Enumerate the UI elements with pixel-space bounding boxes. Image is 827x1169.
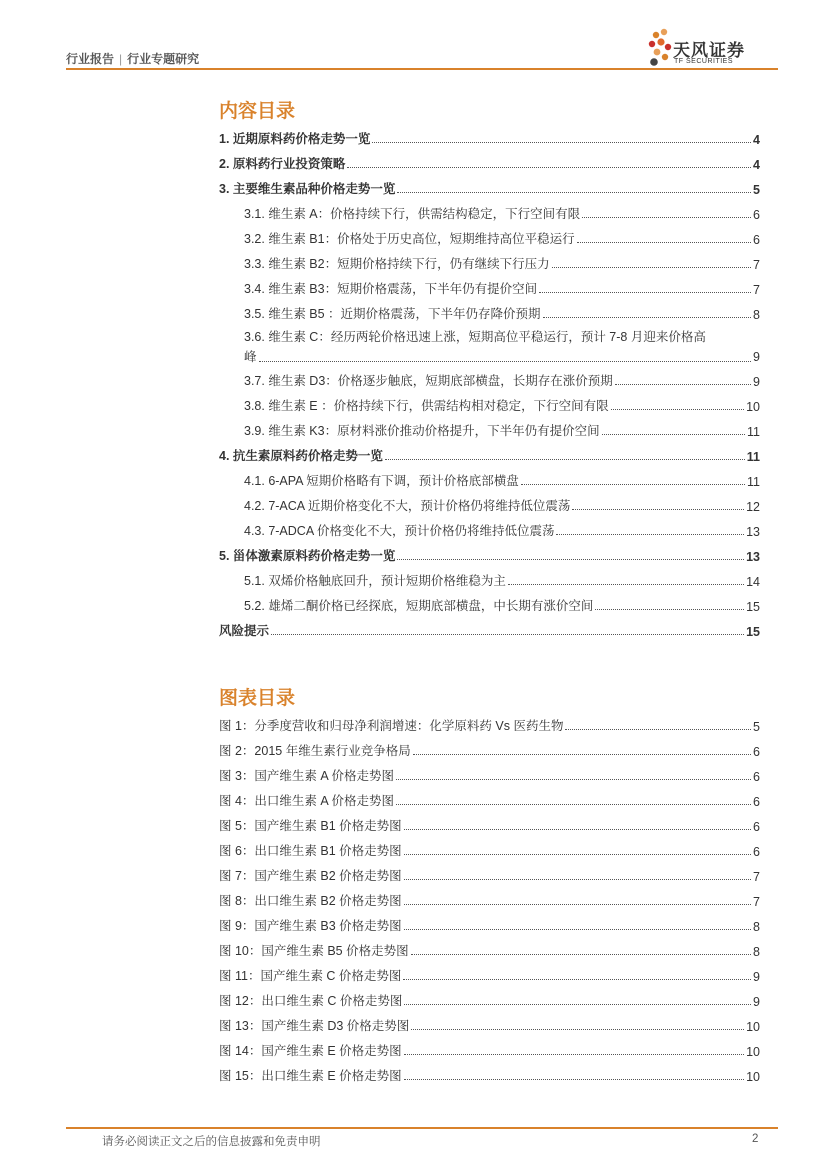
figure-entry[interactable] [219,764,760,784]
dot-leader [372,142,751,143]
figure-entry-text: 图 7：国产维生素 B2 价格走势图 [219,869,402,883]
figure-entry-text: 图 2：2015 年维生素行业竞争格局 [219,744,411,758]
figure-entry[interactable] [219,914,760,934]
toc-subentry[interactable] [244,202,760,222]
toc-title: 内容目录 [219,101,296,122]
figure-entry-page: 7 [753,870,760,884]
figure-entry-text: 图 1：分季度营收和归母净利润增速：化学原料药 Vs 医药生物 [219,719,564,733]
figure-entry[interactable] [219,1014,760,1034]
toc-subentry[interactable] [244,302,760,322]
dot-leader [556,534,744,535]
figure-entry-text: 图 10：国产维生素 B5 价格走势图 [219,944,409,958]
figure-entry-page: 6 [753,820,760,834]
figure-entry-text: 图 15：出口维生素 E 价格走势图 [219,1069,402,1083]
dot-leader [411,1029,744,1030]
toc-subentry[interactable] [244,277,760,297]
figure-entry-page: 9 [753,970,760,984]
toc-subentry[interactable] [244,494,760,514]
figure-entry-page: 5 [753,720,760,734]
toc-entry[interactable] [219,177,760,197]
dot-leader [543,317,751,318]
dot-leader [611,409,744,410]
dot-leader [508,584,744,585]
toc-subentry[interactable] [244,569,760,589]
toc-entry-text: 3.4. 维生素 B3：短期价格震荡，下半年仍有提价空间 [244,282,538,296]
dot-leader [397,559,744,560]
figure-entry-page: 9 [753,995,760,1009]
toc-entry-page: 6 [753,208,760,222]
dot-leader [404,829,751,830]
toc-entry-text: 3.8. 维生素 E ：价格持续下行，供需结构相对稳定，下行空间有限 [244,399,609,413]
figure-entry-page: 10 [746,1045,760,1059]
figure-entry-page: 10 [746,1020,760,1034]
figure-entry-text: 图 3：国产维生素 A 价格走势图 [219,769,395,783]
toc-entry-text: 3. 主要维生素品种价格走势一览 [219,182,396,196]
footer-disclaimer: 请务必阅读正文之后的信息披露和免责申明 [102,1136,321,1148]
toc-entry-text: 3.9. 维生素 K3：原材料涨价推动价格提升，下半年仍有提价空间 [244,424,600,438]
toc-subentry[interactable] [244,369,760,389]
toc-entry-text: 5.2. 雄烯二酮价格已经探底，短期底部横盘，中长期有涨价空间 [244,599,594,613]
dot-leader [347,167,751,168]
toc-entry-text: 3.6. 维生素 C：经历两轮价格迅速上涨，短期高位平稳运行，预计 7-8 月迎来价格高 [244,330,706,344]
toc-entry[interactable] [219,619,760,639]
toc-entry-continuation [244,347,760,367]
dot-leader [411,954,751,955]
toc-entry-page: 8 [753,308,760,322]
toc-subentry[interactable] [244,252,760,272]
dot-leader [404,929,751,930]
toc-subentry[interactable] [244,519,760,539]
toc-entry-page: 9 [753,375,760,389]
figure-entry[interactable] [219,964,760,984]
figure-entry-text: 图 6：出口维生素 B1 价格走势图 [219,844,402,858]
toc-subentry[interactable] [244,327,760,367]
figure-entry-page: 8 [753,945,760,959]
toc-subentry[interactable] [244,227,760,247]
toc-entry-text: 5. 甾体激素原料药价格走势一览 [219,549,396,563]
dot-leader [404,1079,744,1080]
toc-entry-page: 4 [753,158,760,172]
toc-entry-text: 5.1. 双烯价格触底回升，预计短期价格维稳为主 [244,574,506,588]
figure-entry-text: 图 4：出口维生素 A 价格走势图 [219,794,395,808]
dot-leader [595,609,744,610]
dot-leader [582,217,751,218]
figure-entry-page: 6 [753,795,760,809]
figure-entry[interactable] [219,989,760,1009]
dot-leader [396,779,751,780]
figure-entry[interactable] [219,714,760,734]
toc-subentry[interactable] [244,469,760,489]
toc-entry-page: 7 [753,283,760,297]
toc-entry-text: 4. 抗生素原料药价格走势一览 [219,449,383,463]
header-separator: | [119,52,123,66]
dot-leader [539,292,751,293]
dot-leader [602,434,745,435]
figure-entry-text: 图 14：国产维生素 E 价格走势图 [219,1044,402,1058]
dot-leader [403,979,751,980]
figure-entry-page: 6 [753,770,760,784]
figure-entry-page: 6 [753,845,760,859]
toc-subentry[interactable] [244,394,760,414]
figure-entry-page: 10 [746,1070,760,1084]
dot-leader [615,384,751,385]
figure-entry[interactable] [219,1039,760,1059]
header-subcategory: 行业专题研究 [127,52,200,66]
figure-entry[interactable] [219,789,760,809]
dot-leader [271,634,744,635]
toc-entry-text-continued: 峰 [244,350,257,364]
footer-divider [66,1127,778,1129]
toc-entry-page: 6 [753,233,760,247]
dot-leader [413,754,751,755]
figure-entry[interactable] [219,814,760,834]
toc-entry-page: 11 [747,425,760,439]
dot-leader [577,242,751,243]
logo-text-cn: 天风证券 [673,41,745,60]
toc-entry-page: 13 [746,525,760,539]
dot-leader [404,904,751,905]
toc-entry-text: 3.2. 维生素 B1：价格处于历史高位，短期维持高位平稳运行 [244,232,575,246]
figure-entry[interactable] [219,839,760,859]
figure-entry[interactable] [219,939,760,959]
header-divider [66,68,778,70]
figure-entry[interactable] [219,889,760,909]
toc-entry-page: 13 [746,550,760,564]
toc-entry[interactable] [219,152,760,172]
toc-entry-page: 15 [746,600,760,614]
toc-subentry[interactable] [244,419,760,439]
dot-leader [572,509,744,510]
toc-entry-text: 4.2. 7-ACA 近期价格变化不大，预计价格仍将维持低位震荡 [244,499,571,513]
figure-entry-page: 6 [753,745,760,759]
toc-entry-text: 3.1. 维生素 A：价格持续下行，供需结构稳定，下行空间有限 [244,207,581,221]
figure-entry[interactable] [219,739,760,759]
dot-leader [552,267,751,268]
dot-leader [397,192,751,193]
figure-entry-text: 图 13：国产维生素 D3 价格走势图 [219,1019,410,1033]
toc-entry-page: 14 [746,575,760,589]
toc-entry-text: 3.3. 维生素 B2：短期价格持续下行，仍有继续下行压力 [244,257,550,271]
toc-entry-text: 风险提示 [219,624,270,638]
figure-entry-text: 图 8：出口维生素 B2 价格走势图 [219,894,402,908]
header-category: 行业报告 [66,52,115,66]
toc-subentry[interactable] [244,594,760,614]
header-breadcrumb [66,50,199,67]
dot-leader [565,729,751,730]
toc-entry-page: 11 [746,450,760,464]
toc-entry[interactable] [219,127,760,147]
figure-entry-text: 图 12：出口维生素 C 价格走势图 [219,994,403,1008]
dot-leader [404,879,751,880]
toc-entry-text: 4.1. 6-APA 短期价格略有下调，预计价格底部横盘 [244,474,519,488]
toc-entry-page: 7 [753,258,760,272]
dot-leader [404,854,751,855]
figures-title: 图表目录 [219,688,296,709]
figure-entry-text: 图 9：国产维生素 B3 价格走势图 [219,919,402,933]
toc-entry-page: 9 [753,350,760,364]
toc-entry-text: 3.5. 维生素 B5 ：近期价格震荡，下半年仍存降价预期 [244,307,541,321]
dot-leader [259,361,752,362]
figure-entry-page: 7 [753,895,760,909]
toc-entry-page: 15 [746,625,760,639]
figure-entry[interactable] [219,864,760,884]
figure-entry-text: 图 5：国产维生素 B1 价格走势图 [219,819,402,833]
logo-text-en: TF SECURITIES [674,58,734,65]
dot-leader [385,459,745,460]
toc-entry-text: 2. 原料药行业投资策略 [219,157,346,171]
page-number: 2 [752,1133,759,1145]
toc-entry-text: 4.3. 7-ADCA 价格变化不大，预计价格仍将维持低位震荡 [244,524,555,538]
figure-entry-text: 图 11：国产维生素 C 价格走势图 [219,969,402,983]
toc-entry-text: 3.7. 维生素 D3：价格逐步触底，短期底部横盘，长期存在涨价预期 [244,374,613,388]
dot-leader [521,484,745,485]
toc-entry-page: 11 [747,475,760,489]
toc-entry-page: 10 [746,400,760,414]
toc-entry-page: 12 [746,500,760,514]
dot-leader [396,804,751,805]
dot-leader [404,1004,751,1005]
figure-entry[interactable] [219,1064,760,1084]
figure-entry-page: 8 [753,920,760,934]
toc-entry-text: 1. 近期原料药价格走势一览 [219,132,371,146]
toc-entry-page: 4 [753,133,760,147]
toc-entry-page: 5 [753,183,760,197]
toc-entry[interactable] [219,544,760,564]
dot-leader [404,1054,744,1055]
toc-entry[interactable] [219,444,760,464]
